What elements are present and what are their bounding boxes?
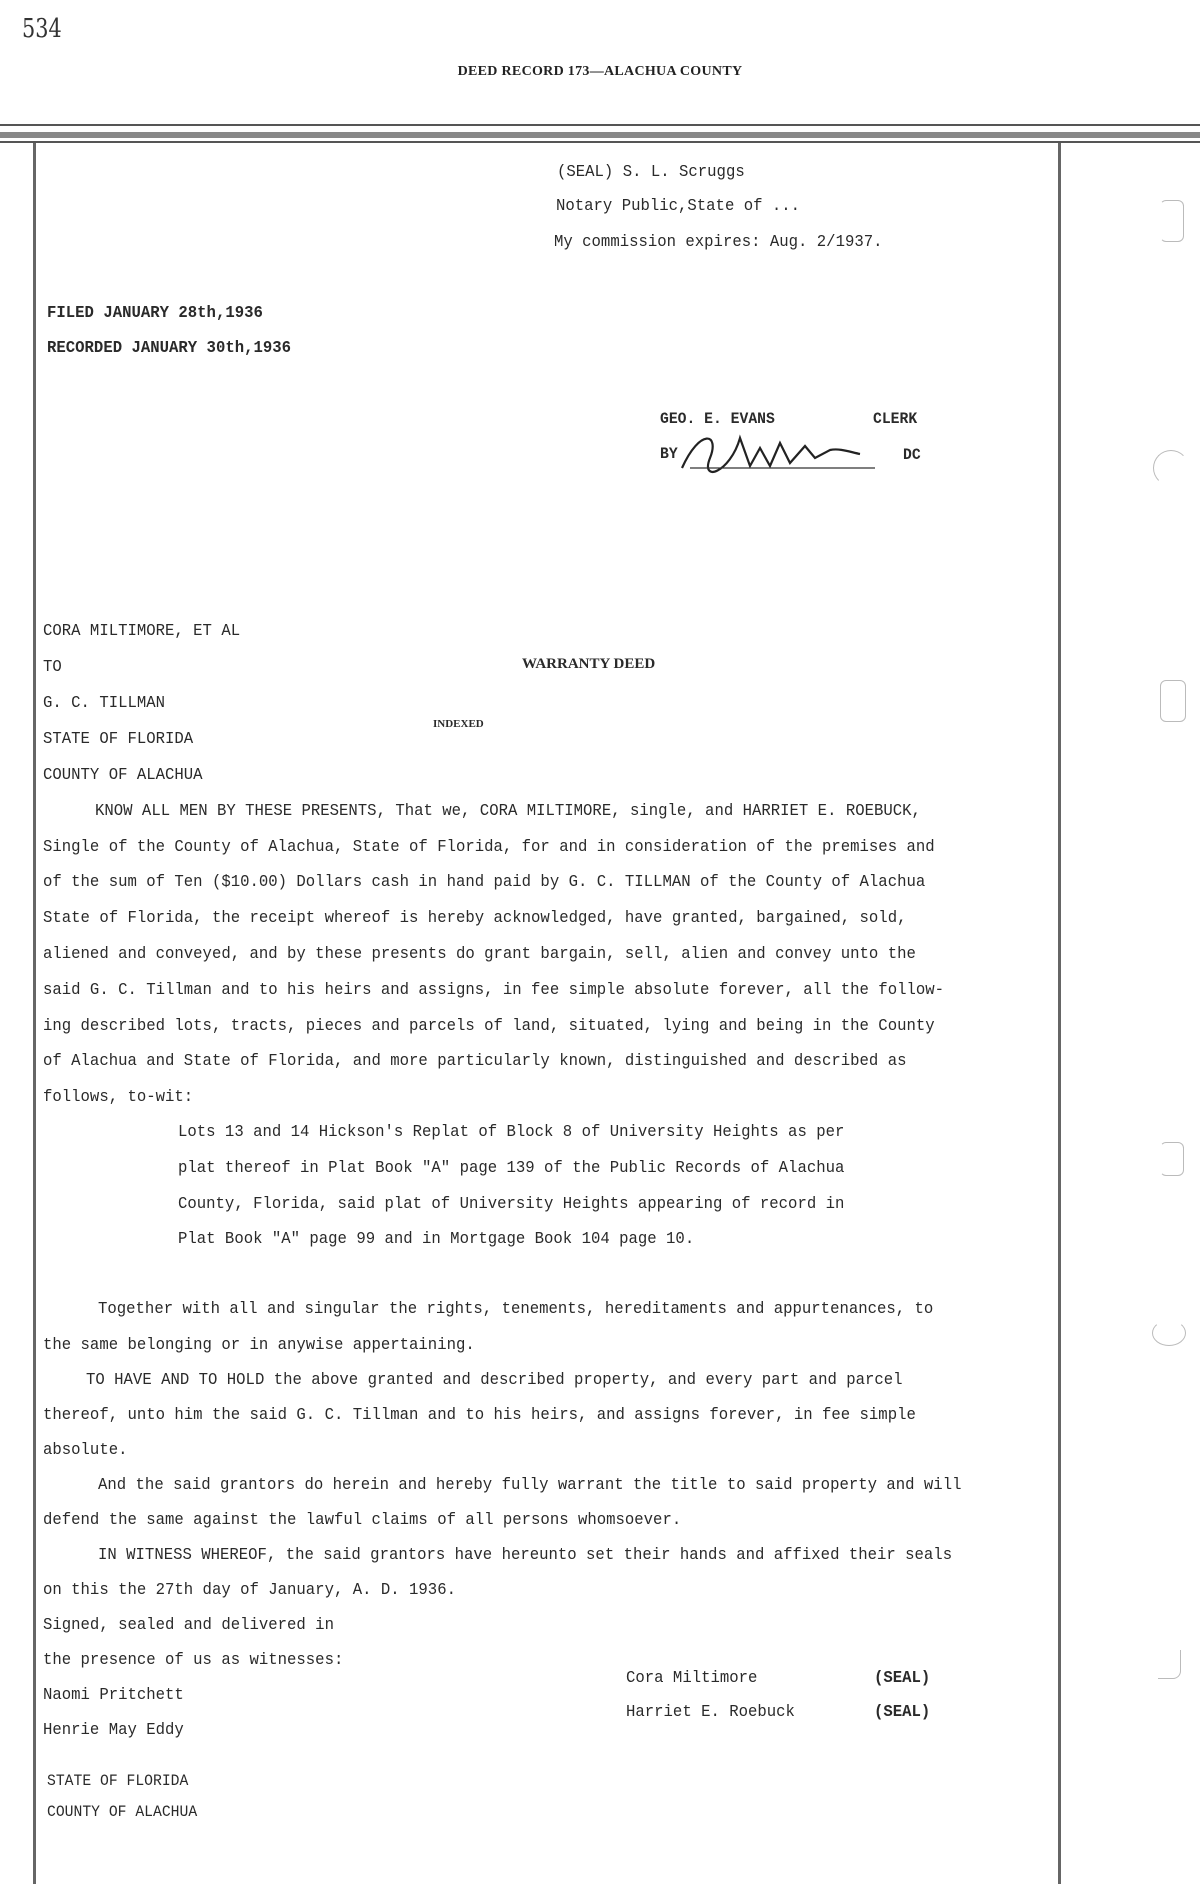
clerk-by-label: BY <box>660 445 678 463</box>
closing-line: absolute. <box>43 1441 128 1460</box>
to-label: TO <box>43 658 62 677</box>
header-rule <box>0 124 1200 126</box>
body-line: said G. C. Tillman and to his heirs and assigns, in fee simple absolute forever, all the follow- <box>43 981 945 1000</box>
body-line: follows, to-wit: <box>43 1088 194 1107</box>
grantee: G. C. TILLMAN <box>43 694 166 713</box>
closing-line: Signed, sealed and delivered in <box>43 1616 334 1635</box>
indexed-stamp: INDEXED <box>433 718 484 730</box>
notary-seal-line: (SEAL) S. L. Scruggs <box>557 163 745 182</box>
closing-line: defend the same against the lawful claims of all persons whomsoever. <box>43 1511 682 1530</box>
header-rule <box>0 141 1200 143</box>
left-margin-line <box>33 143 36 1884</box>
signatory-name: Harriet E. Roebuck <box>626 1703 795 1722</box>
closing-line: And the said grantors do herein and hereby fully warrant the title to said property and will <box>98 1476 962 1495</box>
legal-line: Plat Book "A" page 99 and in Mortgage Book 104 page 10. <box>178 1230 695 1249</box>
binder-hole-icon <box>1160 200 1184 242</box>
parties-county: COUNTY OF ALACHUA <box>43 766 203 785</box>
body-line: aliened and conveyed, and by these presents do grant bargain, sell, alien and convey unto the <box>43 945 916 964</box>
footer-county: COUNTY OF ALACHUA <box>47 1803 198 1821</box>
closing-line: IN WITNESS WHEREOF, the said grantors have hereunto set their hands and affixed their seals <box>98 1546 953 1565</box>
recorded-date: RECORDED JANUARY 30th,1936 <box>47 339 292 358</box>
legal-line: County, Florida, said plat of University Heights appearing of record in <box>178 1195 845 1214</box>
closing-line: Together with all and singular the rights, tenements, hereditaments and appurtenances, to <box>98 1300 934 1319</box>
deed-type: WARRANTY DEED <box>522 656 656 672</box>
witness-name: Naomi Pritchett <box>43 1686 184 1705</box>
parties-state: STATE OF FLORIDA <box>43 730 194 749</box>
right-margin-line <box>1058 143 1061 1884</box>
body-line: State of Florida, the receipt whereof is hereby acknowledged, have granted, bargained, sold, <box>43 909 907 928</box>
signatory-name: Cora Miltimore <box>626 1669 758 1688</box>
notary-title-line: Notary Public,State of ... <box>556 197 801 216</box>
binder-hole-icon <box>1153 450 1189 486</box>
signatory-seal: (SEAL) <box>874 1703 931 1722</box>
binder-hole-icon <box>1152 1320 1186 1346</box>
body-line: ing described lots, tracts, pieces and parcels of land, situated, lying and being in the County <box>43 1017 935 1036</box>
binder-hole-icon <box>1160 680 1186 722</box>
signatory-seal: (SEAL) <box>874 1669 931 1688</box>
binder-hole-icon <box>1160 1142 1184 1176</box>
body-line: of Alachua and State of Florida, and more particularly known, distinguished and described as <box>43 1052 907 1071</box>
filed-date: FILED JANUARY 28th,1936 <box>47 304 263 323</box>
body-line: of the sum of Ten ($10.00) Dollars cash in hand paid by G. C. TILLMAN of the County of Alachua <box>43 873 926 892</box>
closing-line: TO HAVE AND TO HOLD the above granted and described property, and every part and parcel <box>86 1371 903 1390</box>
header-rule-thick <box>0 132 1200 138</box>
legal-line: Lots 13 and 14 Hickson's Replat of Block 8 of University Heights as per <box>178 1123 845 1142</box>
clerk-title: CLERK <box>873 410 918 428</box>
closing-line: the presence of us as witnesses: <box>43 1651 344 1670</box>
closing-line: the same belonging or in anywise appertaining. <box>43 1336 475 1355</box>
body-line: KNOW ALL MEN BY THESE PRESENTS, That we, CORA MILTIMORE, single, and HARRIET E. ROEBUCK, <box>95 802 921 821</box>
binder-hole-icon <box>1158 1650 1181 1679</box>
footer-state: STATE OF FLORIDA <box>47 1772 189 1790</box>
witness-name: Henrie May Eddy <box>43 1721 184 1740</box>
closing-line: on this the 27th day of January, A. D. 1936. <box>43 1581 456 1600</box>
legal-line: plat thereof in Plat Book "A" page 139 of the Public Records of Alachua <box>178 1159 845 1178</box>
deputy-signature <box>680 428 880 478</box>
deputy-clerk-suffix: DC <box>903 446 921 464</box>
notary-commission-line: My commission expires: Aug. 2/1937. <box>554 233 883 252</box>
record-header: DEED RECORD 173—ALACHUA COUNTY <box>457 64 743 79</box>
page-number: 534 <box>22 14 62 44</box>
closing-line: thereof, unto him the said G. C. Tillman and to his heirs, and assigns forever, in fee simple <box>43 1406 916 1425</box>
grantor: CORA MILTIMORE, ET AL <box>43 622 241 641</box>
body-line: Single of the County of Alachua, State of Florida, for and in consideration of the premises and <box>43 838 935 857</box>
clerk-name: GEO. E. EVANS <box>660 410 775 428</box>
